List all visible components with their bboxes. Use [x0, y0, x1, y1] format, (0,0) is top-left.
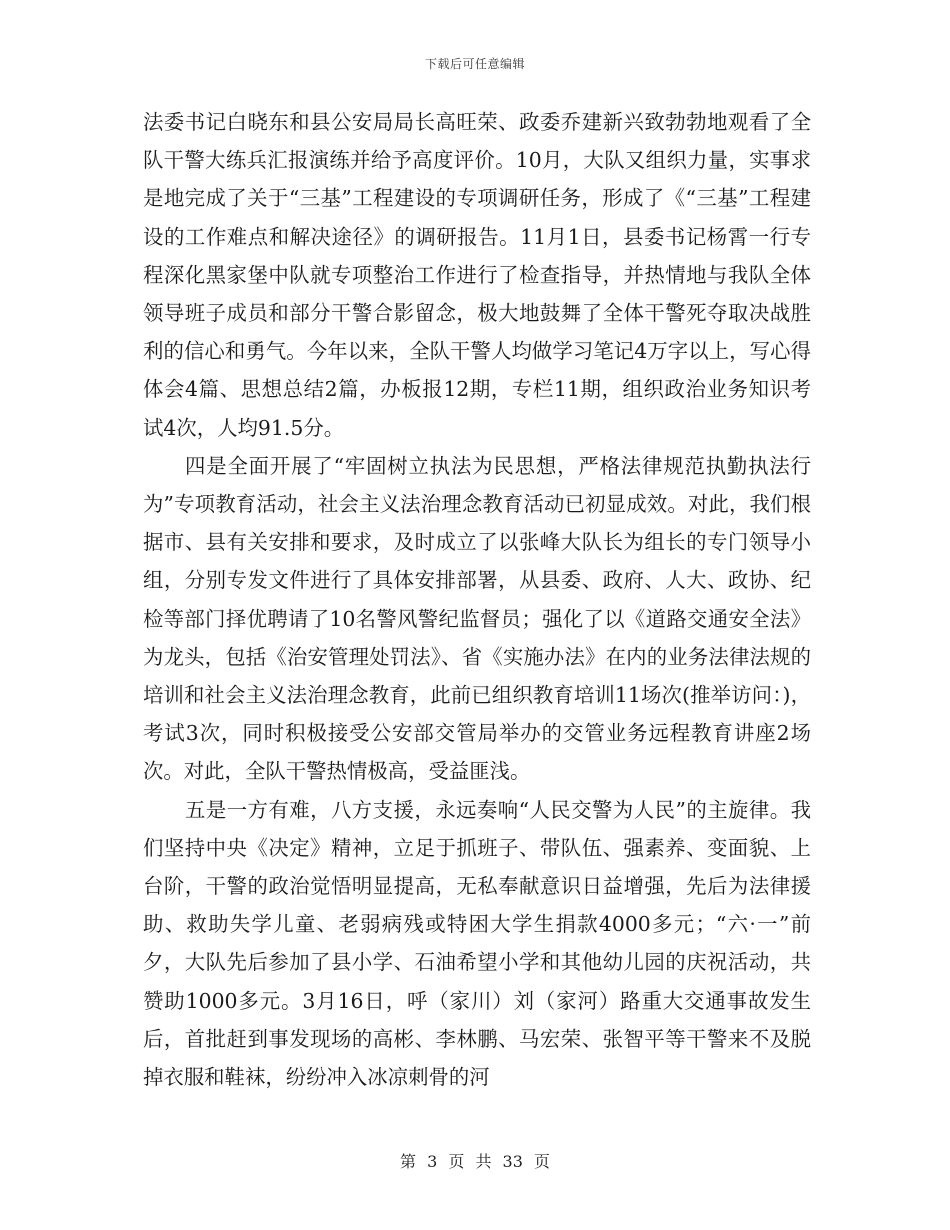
paragraph-1: 法委书记白晓东和县公安局局长高旺荣、政委乔建新兴致勃勃地观看了全队干警大练兵汇报演练并给予高度评价。10月，大队又组织力量，实事求是地完成了关于“三基”工程建设的专项调研任务，形成了《“三基”工程建设的工作难点和解决途径》的调研报告。11月1日，县委书记杨霄一行专程深化黑家堡中队就专项整治工作进行了检查指导，并热情地与我队全体领导班子成员和部分干警合影留念，极大地鼓舞了全体干警死夺取决战胜利的信心和勇气。今年以来，全队干警人均做学习笔记4万字以上，写心得体会4篇、思想总结2篇，办板报12期，专栏11期，组织政治业务知识考试4次，人均91.5分。 [143, 110, 811, 440]
page-number-footer: 第 3 页 共 33 页 [400, 1152, 550, 1171]
page-header: 下载后可任意编辑 [424, 57, 525, 71]
paragraph-3: 五是一方有难，八方支援，永远奏响“人民交警为人民”的主旋律。我们坚持中央《决定》精神，立足于抓班子、带队伍、强素养、变面貌、上台阶，干警的政治觉悟明显提高，无私奉献意识日益增强，先后为法律援助、救助失学儿童、老弱病残或特困大学生捐款4000多元；“六·一”前夕，大队先后参加了县小学、石油希望小学和其他幼儿园的庆祝活动，共赞助1000多元。3月16日，呼（家川）刘（家河）路重大交通事故发生后，首批赶到事发现场的高彬、李林鹏、马宏荣、张智平等干警来不及脱掉衣服和鞋袜，纷纷冲入冰凉刺骨的河 [143, 797, 811, 1090]
paragraph-2: 四是全面开展了“牢固树立执法为民思想，严格法律规范执勤执法行为”专项教育活动，社会主义法治理念教育活动已初显成效。对此，我们根据市、县有关安排和要求，及时成立了以张峰大队长为组长的专门领导小组，分别专发文件进行了具体安排部署，从县委、政府、人大、政协、纪检等部门择优聘请了10名警风警纪监督员；强化了以《道路交通安全法》为龙头，包括《治安管理处罚法》、省《实施办法》在内的业务法律法规的培训和社会主义法治理念教育，此前已组织教育培训11场次(推举访问：)，考试3次，同时积极接受公安部交管局举办的交管业务远程教育讲座2场次。对此，全队干警热情极高，受益匪浅。 [143, 453, 811, 784]
document-body [143, 103, 811, 1096]
